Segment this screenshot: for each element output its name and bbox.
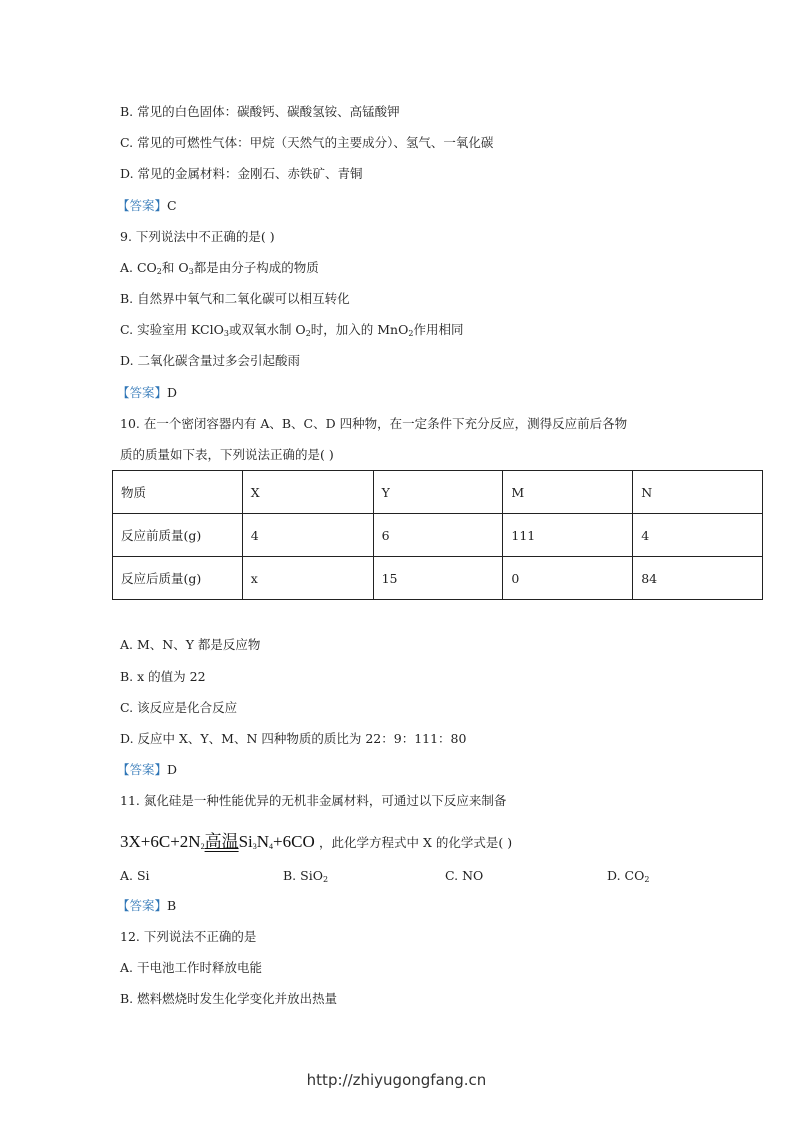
q11-option-d: D. $CO_2$ <box>607 868 650 884</box>
table-cell: X <box>242 471 373 514</box>
table-row <box>113 557 763 600</box>
table-cell: 反应后质量(g) <box>113 557 243 600</box>
table-cell: 4 <box>242 514 373 557</box>
table-row <box>113 514 763 557</box>
q10-option-a: A. M、N、Y 都是反应物 <box>120 637 261 652</box>
q10-option-c: C. 该反应是化合反应 <box>120 700 238 715</box>
q9-stem: 9. 下列说法中不正确的是( ) <box>120 229 275 244</box>
q9-option-d: D. 二氧化碳含量过多会引起酸雨 <box>120 353 301 368</box>
answer-tag: 【答案】 <box>117 898 168 913</box>
q8-option-d: D. 常见的金属材料：金刚石、赤铁矿、青铜 <box>120 166 363 181</box>
q9-option-b: B. 自然界中氧气和二氧化碳可以相互转化 <box>120 291 350 306</box>
table-cell: 111 <box>503 514 633 557</box>
table-header-row <box>113 471 763 514</box>
reaction-condition: 高温 <box>204 832 239 851</box>
q11-option-c: C. NO <box>445 868 484 883</box>
q11-answer <box>117 898 176 914</box>
table-cell: 反应前质量(g) <box>113 514 243 557</box>
q12-stem: 12. 下列说法不正确的是 <box>120 929 257 944</box>
answer-tag: 【答案】 <box>117 198 168 213</box>
footer-url: http://zhiyugongfang.cn <box>306 1071 487 1089</box>
q8-option-b: B. 常见的白色固体：碳酸钙、碳酸氢铵、高锰酸钾 <box>120 104 400 119</box>
q9-option-a: A. $CO_2$和 $O_3$都是由分子构成的物质 <box>120 260 319 276</box>
answer-value: D <box>167 385 178 400</box>
q11-option-b: B. SiO$_2$ <box>283 868 329 884</box>
answer-value: D <box>167 762 178 777</box>
q10-stem-line1: 10. 在一个密闭容器内有 A、B、C、D 四种物，在一定条件下充分反应，测得反应前后各物 <box>120 416 628 431</box>
q10-answer <box>117 762 177 778</box>
table-cell: 物质 <box>113 471 243 514</box>
table-cell: 0 <box>503 557 633 600</box>
q11-stem: 11. 氮化硅是一种性能优异的无机非金属材料，可通过以下反应来制备 <box>120 793 507 808</box>
q8-answer <box>117 198 177 214</box>
answer-value: C <box>167 198 177 213</box>
q8-option-c: C. 常见的可燃性气体：甲烷（天然气的主要成分）、氢气、一氧化碳 <box>120 135 494 150</box>
answer-value: B <box>167 898 177 913</box>
table-cell: 4 <box>633 514 763 557</box>
q10-option-b: B. x 的值为 22 <box>120 669 206 684</box>
table-cell: Y <box>373 471 503 514</box>
q11-option-a: A. Si <box>120 868 150 883</box>
answer-tag: 【答案】 <box>117 385 168 400</box>
q11-stem-tail: ，此化学方程式中 X 的化学式是( ) <box>319 835 513 850</box>
q12-option-a: A. 干电池工作时释放电能 <box>120 960 262 975</box>
table-cell: M <box>503 471 633 514</box>
q10-option-d: D. 反应中 X、Y、M、N 四种物质的质比为 22：9：111：80 <box>120 731 467 746</box>
q9-answer <box>117 385 177 401</box>
q10-stem-line2: 质的质量如下表，下列说法正确的是( ) <box>120 447 334 462</box>
q9-option-c: C. 实验室用 KClO$_3$或双氧水制 $O_2$时，加入的 MnO$_2$作用相同 <box>120 322 464 338</box>
mass-table <box>112 470 763 600</box>
chemical-equation: $3X+6C+2N_2$高温$Si_3N_4+6CO$ ，此化学方程式中 X 的化学式是( ) <box>120 832 513 851</box>
table-cell: 6 <box>373 514 503 557</box>
table-cell: 15 <box>373 557 503 600</box>
table-cell: x <box>242 557 373 600</box>
q12-option-b: B. 燃料燃烧时发生化学变化并放出热量 <box>120 991 338 1006</box>
answer-tag: 【答案】 <box>117 762 168 777</box>
table-cell: 84 <box>633 557 763 600</box>
table-cell: N <box>633 471 763 514</box>
